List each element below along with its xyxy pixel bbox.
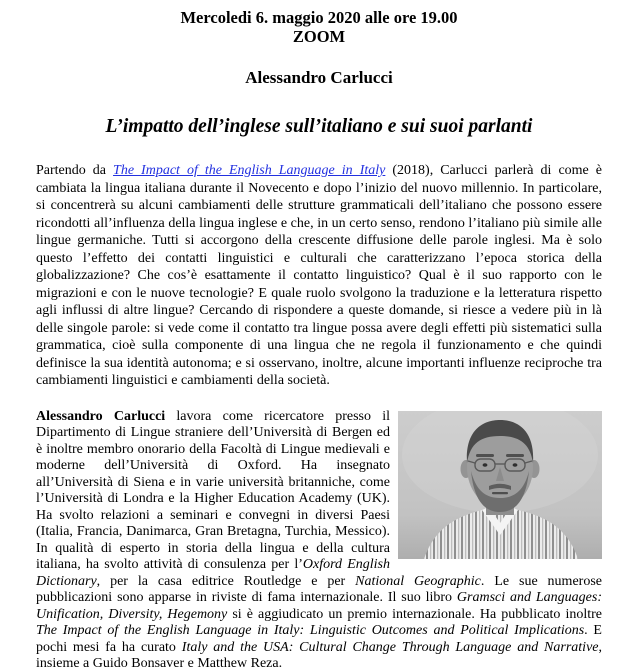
- speaker-name: Alessandro Carlucci: [245, 68, 393, 87]
- bio-work-title-oed: Oxford English Dictionary: [36, 557, 391, 589]
- bio-speaker-name: Alessandro Carlucci: [36, 408, 166, 424]
- bio-text: si è aggiudicato un premio internazionale. Ha pubblicato inoltre: [227, 606, 602, 622]
- abstract-text: Partendo da: [36, 163, 114, 178]
- book-link[interactable]: The Impact of the English Language in Italy: [113, 163, 386, 178]
- event-platform: ZOOM: [292, 27, 346, 46]
- bio-text: . Le sue numerose pubblicazioni sono apparse in riviste di fama internazionale. Il suo libro: [36, 573, 602, 605]
- bio-work-title-natgeo: National Geographic: [355, 573, 481, 589]
- bio-text: , insieme a Guido Bonsaver e Matthew Reza.: [36, 639, 603, 671]
- bio-book-title-gramsci: Gramsci and Languages: Unification, Diversity, Hegemony: [36, 590, 602, 622]
- bio-text: lavora come ricercatore presso il Dipartimento di Lingue straniere dell’Università di Bergen ed è inoltre membro onorario della Facoltà di Lingue medievali e moderne dell’Università di Oxford. Ha insegnato all’Università di Siena e in varie università britanniche, come l’Università di Londra e la Higher Education Academy (UK). Ha svolto relazioni a seminari e convegni in diversi Paesi (Italia, Francia, Danimarca, Gran Bretagna, Turchia, Messico). In qualità di esperto in storia della lingua e della cultura italiana, ha svolto attività di consulenza per l’: [36, 408, 390, 572]
- bio-text: . E pochi mesi fa ha curato: [36, 623, 602, 655]
- bio-text: , per la casa editrice Routledge e per: [96, 573, 356, 589]
- abstract-text: (2018), Carlucci parlerà di come è cambiata la lingua italiana durante il Novecento e dopo l’inizio del nuovo millennio. In particolare, si concentrerà su alcuni cambiamenti delle strutture grammaticali dell’italiano che possono essere ricondotti all’influenza della lingua inglese e che, in un certo senso, rendono l’italiano più simile alle lingue germaniche. Tutti si accorgono della crescente diffusione delle parole inglesi. Ma è solo questo l’effetto dei contatti linguistici e culturali che caratterizzano l’epoca storica della globalizzazione? Che cos’è esattamente il contatto linguistico? Qual è il suo rapporto con le migrazioni e con le nuove tecnologie? E quale ruolo svolgono la traduzione e la letteratura rispetto agli influssi di altre lingue? Cercando di rispondere a queste domande, si riesce a vedere più in là delle singole parole: si vede come il contatto tra lingue possa avere degli effetti più sistematici sulla grammatica, cioè sulla componente di una lingua che ne regola il funzionamento e che quindi definisce la sua identità autonoma; e si osservano, inoltre, alcune importanti influenze reciproche tra cambiamenti linguistici e cambiamenti della società.: [36, 163, 602, 388]
- talk-title: L’impatto dell’inglese sull’italiano e sui suoi parlanti: [105, 116, 533, 137]
- abstract-paragraph: [36, 162, 602, 390]
- event-datetime: Mercoledi 6. maggio 2020 alle ore 19.00: [180, 8, 458, 27]
- bio-book-title-italy-usa: Italy and the USA: Cultural Change Through Language and Narrative: [181, 639, 599, 655]
- bio-book-title-impact: The Impact of the English Language in Italy: Linguistic Outcomes and Political Implications: [36, 623, 585, 638]
- bio-paragraph: [36, 409, 602, 671]
- speaker-photo: [398, 411, 602, 559]
- speaker-photo-illustration: [398, 411, 602, 559]
